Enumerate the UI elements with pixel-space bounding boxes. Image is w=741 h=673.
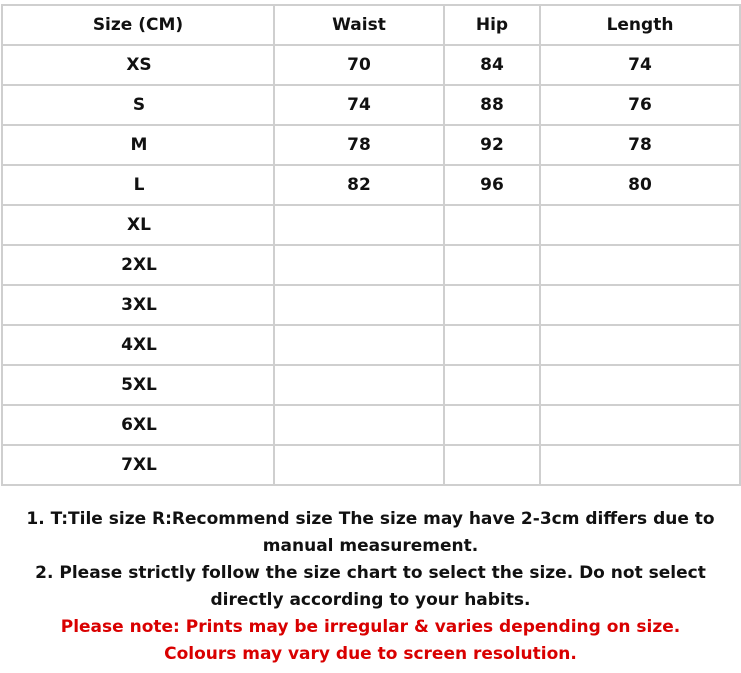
size-cell: 3XL bbox=[2, 285, 274, 325]
length-cell: 80 bbox=[540, 165, 740, 205]
table-row bbox=[2, 445, 740, 485]
waist-cell bbox=[274, 205, 444, 245]
hip-cell bbox=[444, 325, 540, 365]
size-cell: 5XL bbox=[2, 365, 274, 405]
waist-cell bbox=[274, 405, 444, 445]
print-warning: Please note: Prints may be irregular & varies depending on size. bbox=[60, 617, 681, 637]
hip-cell bbox=[444, 205, 540, 245]
table-row bbox=[2, 325, 740, 365]
table-row bbox=[2, 205, 740, 245]
header-hip: Hip bbox=[444, 5, 540, 45]
note-line-1: 1. T:Tile size R:Recommend size The size may have 2-3cm differs due to manual measurement. bbox=[26, 509, 715, 556]
size-cell: XS bbox=[2, 45, 274, 85]
waist-cell bbox=[274, 365, 444, 405]
size-cell: M bbox=[2, 125, 274, 165]
length-cell bbox=[540, 325, 740, 365]
size-cell: 6XL bbox=[2, 405, 274, 445]
hip-cell: 84 bbox=[444, 45, 540, 85]
size-cell: L bbox=[2, 165, 274, 205]
colour-warning: Colours may vary due to screen resolution. bbox=[164, 644, 577, 664]
size-cell: XL bbox=[2, 205, 274, 245]
size-notes bbox=[0, 506, 741, 668]
waist-cell bbox=[274, 325, 444, 365]
hip-cell: 96 bbox=[444, 165, 540, 205]
length-cell: 74 bbox=[540, 45, 740, 85]
waist-cell bbox=[274, 445, 444, 485]
hip-cell bbox=[444, 245, 540, 285]
table-header-row bbox=[2, 5, 740, 45]
table-row bbox=[2, 405, 740, 445]
length-cell bbox=[540, 285, 740, 325]
length-cell bbox=[540, 445, 740, 485]
size-chart-table bbox=[1, 4, 741, 486]
table-row bbox=[2, 85, 740, 125]
table-row bbox=[2, 285, 740, 325]
length-cell: 76 bbox=[540, 85, 740, 125]
table-row bbox=[2, 365, 740, 405]
header-length: Length bbox=[540, 5, 740, 45]
hip-cell bbox=[444, 445, 540, 485]
hip-cell bbox=[444, 285, 540, 325]
length-cell bbox=[540, 365, 740, 405]
hip-cell: 92 bbox=[444, 125, 540, 165]
hip-cell: 88 bbox=[444, 85, 540, 125]
hip-cell bbox=[444, 405, 540, 445]
table-row bbox=[2, 165, 740, 205]
size-cell: 4XL bbox=[2, 325, 274, 365]
length-cell bbox=[540, 405, 740, 445]
size-cell: S bbox=[2, 85, 274, 125]
header-waist: Waist bbox=[274, 5, 444, 45]
length-cell bbox=[540, 245, 740, 285]
length-cell: 78 bbox=[540, 125, 740, 165]
hip-cell bbox=[444, 365, 540, 405]
waist-cell: 70 bbox=[274, 45, 444, 85]
note-line-2: 2. Please strictly follow the size chart to select the size. Do not select directly according to your habits. bbox=[35, 563, 706, 610]
size-cell: 7XL bbox=[2, 445, 274, 485]
waist-cell: 74 bbox=[274, 85, 444, 125]
header-size: Size (CM) bbox=[2, 5, 274, 45]
table-row bbox=[2, 245, 740, 285]
length-cell bbox=[540, 205, 740, 245]
waist-cell: 82 bbox=[274, 165, 444, 205]
waist-cell bbox=[274, 285, 444, 325]
table-row bbox=[2, 45, 740, 85]
size-cell: 2XL bbox=[2, 245, 274, 285]
waist-cell: 78 bbox=[274, 125, 444, 165]
table-row bbox=[2, 125, 740, 165]
waist-cell bbox=[274, 245, 444, 285]
